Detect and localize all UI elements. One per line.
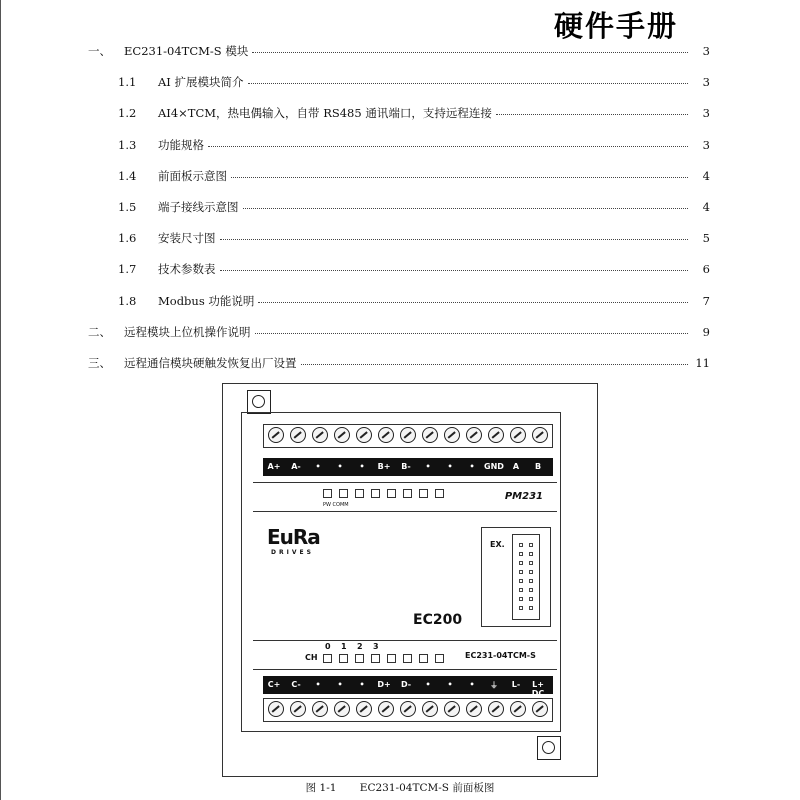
terminal-label: C+ (267, 680, 281, 689)
terminal-screw (312, 427, 328, 443)
mount-hole-top (247, 390, 271, 414)
terminal-label: ⏚ (490, 681, 498, 690)
terminal-label: D- (400, 680, 412, 689)
terminal-screw (422, 427, 438, 443)
connector-pin (529, 552, 533, 556)
toc-entry-page: 3 (702, 75, 710, 90)
connector-pin (529, 570, 533, 574)
terminal-screw (488, 701, 504, 717)
connector-pin (519, 597, 523, 601)
terminal-screw (466, 701, 482, 717)
connector-pin (519, 606, 523, 610)
caption-number: 图 1-1 (305, 782, 337, 794)
connector-pin (519, 588, 523, 592)
terminal-label: • (315, 462, 321, 471)
connector-pin (529, 543, 533, 547)
series-label: EC200 (413, 612, 463, 628)
toc-entry[interactable] (0, 73, 800, 91)
terminal-screw (312, 701, 328, 717)
terminal-label: • (469, 680, 475, 689)
terminal-label: A- (291, 462, 301, 471)
terminal-label: L- (511, 680, 521, 689)
terminal-label: • (447, 680, 453, 689)
toc-entry-number: 1.1 (118, 75, 137, 90)
toc-entry-title: AI 扩展模块简介 (158, 75, 244, 90)
toc-entry[interactable] (0, 136, 800, 154)
toc-leader-dots (255, 333, 688, 334)
document-title: 硬件手册 (553, 9, 678, 43)
status-led (419, 489, 428, 498)
terminal-label: • (359, 462, 365, 471)
channel-led (323, 654, 332, 663)
toc-leader-dots (243, 208, 688, 209)
terminal-screw (268, 701, 284, 717)
toc-entry[interactable] (0, 229, 800, 247)
toc-entry-number: 二、 (88, 324, 111, 339)
channel-led (371, 654, 380, 663)
terminal-label: • (315, 680, 321, 689)
bottom-terminal-labels (263, 676, 553, 698)
toc-entry-title: 功能规格 (158, 137, 204, 152)
terminal-label: C- (291, 680, 301, 689)
toc-entry[interactable] (0, 354, 800, 372)
connector-pin (519, 570, 523, 574)
toc-entry[interactable] (0, 292, 800, 310)
channel-led (339, 654, 348, 663)
expansion-label: EX. (490, 540, 505, 549)
channel-led (435, 654, 444, 663)
channel-led (387, 654, 396, 663)
status-led (371, 489, 380, 498)
brand-sub: DRIVES (271, 549, 314, 556)
status-led (339, 489, 348, 498)
expansion-connector (512, 534, 540, 620)
channel-label: CH (305, 653, 318, 662)
model-top: PM231 (504, 491, 543, 502)
toc-entry-number: 三、 (88, 356, 111, 370)
toc-entry-page: 11 (695, 356, 710, 370)
toc-entry[interactable] (0, 198, 800, 216)
terminal-screw (422, 701, 438, 717)
toc-entry-page: 4 (702, 168, 710, 183)
toc-leader-dots (208, 146, 688, 147)
status-led (403, 489, 412, 498)
terminal-label: GND (484, 462, 504, 471)
toc-entry-page: 7 (702, 293, 710, 308)
toc-entry[interactable] (0, 323, 800, 341)
toc-entry-title: Modbus 功能说明 (158, 293, 255, 308)
status-led (387, 489, 396, 498)
status-panel (253, 482, 557, 512)
channel-panel (253, 640, 557, 670)
toc-entry[interactable] (0, 260, 800, 278)
toc-leader-dots (496, 114, 688, 115)
toc-entry-title: 安装尺寸图 (158, 231, 216, 246)
channel-number: 3 (373, 642, 379, 651)
toc-entry-title: 端子接线示意图 (158, 200, 239, 214)
toc-entry-number: 1.3 (118, 137, 137, 152)
terminal-label: • (425, 680, 431, 689)
channel-led (419, 654, 428, 663)
terminal-label: B- (401, 462, 411, 471)
terminal-screw (532, 427, 548, 443)
terminal-screw (400, 427, 416, 443)
toc-entry-title: 前面板示意图 (158, 168, 227, 183)
toc-entry-number: 1.5 (118, 200, 137, 214)
terminal-screw (356, 701, 372, 717)
terminal-screw (444, 701, 460, 717)
expansion-port (481, 527, 551, 627)
terminal-screw (290, 427, 306, 443)
front-panel-figure (222, 383, 598, 777)
toc-entry-number: 1.4 (118, 168, 137, 183)
terminal-label: A (512, 462, 520, 471)
connector-pin (519, 552, 523, 556)
status-led (435, 489, 444, 498)
channel-led (355, 654, 364, 663)
brand-logo: EuRa (267, 525, 320, 549)
toc-entry[interactable] (0, 167, 800, 185)
toc-leader-dots (248, 83, 688, 84)
toc-entry[interactable] (0, 104, 800, 122)
led-caption: PW COMM (323, 502, 349, 508)
terminal-screw (334, 427, 350, 443)
channel-number: 1 (341, 642, 347, 651)
top-terminal-labels (263, 458, 553, 476)
toc-leader-dots (220, 239, 688, 240)
channel-number: 2 (357, 642, 363, 651)
terminal-screw (378, 701, 394, 717)
toc-entry-number: 1.8 (118, 293, 137, 308)
connector-pin (529, 606, 533, 610)
toc-leader-dots (252, 52, 688, 53)
toc-leader-dots (301, 364, 688, 365)
connector-pin (519, 561, 523, 565)
terminal-screw (510, 701, 526, 717)
terminal-screw (466, 427, 482, 443)
terminal-screw (510, 427, 526, 443)
connector-pin (529, 597, 533, 601)
channel-number: 0 (325, 642, 331, 651)
toc-entry-page: 3 (702, 44, 710, 58)
terminal-screw (334, 701, 350, 717)
terminal-label: D+ (377, 680, 391, 689)
toc-entry-page: 5 (702, 231, 710, 246)
connector-pin (519, 543, 523, 547)
terminal-screw (290, 701, 306, 717)
terminal-label: • (447, 462, 453, 471)
toc-entry-page: 3 (702, 137, 710, 152)
connector-pin (529, 588, 533, 592)
toc-leader-dots (220, 270, 688, 271)
terminal-label: • (359, 680, 365, 689)
terminal-label: B (534, 462, 542, 471)
model-bottom: EC231-04TCM-S (465, 651, 536, 660)
toc-entry-number: 1.2 (118, 106, 137, 121)
terminal-label: B+ (377, 462, 391, 471)
terminal-screw (378, 427, 394, 443)
bottom-terminal-block (263, 698, 553, 722)
figure-caption (0, 780, 800, 795)
terminal-screw (532, 701, 548, 717)
connector-pin (529, 579, 533, 583)
terminal-screw (356, 427, 372, 443)
terminal-label: A+ (267, 462, 281, 471)
toc-entry[interactable] (0, 42, 800, 60)
terminal-screw (268, 427, 284, 443)
toc-entry-page: 6 (702, 262, 710, 277)
caption-text: EC231-04TCM-S 前面板图 (359, 782, 495, 794)
toc-entry-number: 1.6 (118, 231, 137, 246)
connector-pin (519, 579, 523, 583)
terminal-label: • (337, 680, 343, 689)
terminal-label: • (337, 462, 343, 471)
toc-leader-dots (258, 302, 688, 303)
toc-entry-title: 远程模块上位机操作说明 (124, 324, 251, 339)
terminal-screw (400, 701, 416, 717)
terminal-label: L+ DC (531, 680, 545, 698)
terminal-screw (444, 427, 460, 443)
toc-leader-dots (231, 177, 688, 178)
toc-entry-title: AI4×TCM，热电偶输入，自带 RS485 通讯端口，支持远程连接 (158, 106, 492, 121)
channel-led (403, 654, 412, 663)
terminal-label: • (469, 462, 475, 471)
toc-entry-number: 1.7 (118, 262, 137, 277)
toc-entry-page: 9 (702, 324, 710, 339)
mount-hole-bottom (537, 736, 561, 760)
status-led (355, 489, 364, 498)
toc-entry-number: 一、 (88, 44, 111, 58)
toc-entry-page: 3 (702, 106, 710, 121)
top-terminal-block (263, 424, 553, 448)
toc-entry-page: 4 (702, 200, 710, 214)
connector-pin (529, 561, 533, 565)
terminal-screw (488, 427, 504, 443)
toc-entry-title: 远程通信模块硬触发恢复出厂设置 (124, 356, 297, 370)
toc-entry-title: 技术参数表 (158, 262, 216, 277)
terminal-label: • (425, 462, 431, 471)
toc-entry-title: EC231-04TCM-S 模块 (124, 44, 249, 58)
status-led (323, 489, 332, 498)
